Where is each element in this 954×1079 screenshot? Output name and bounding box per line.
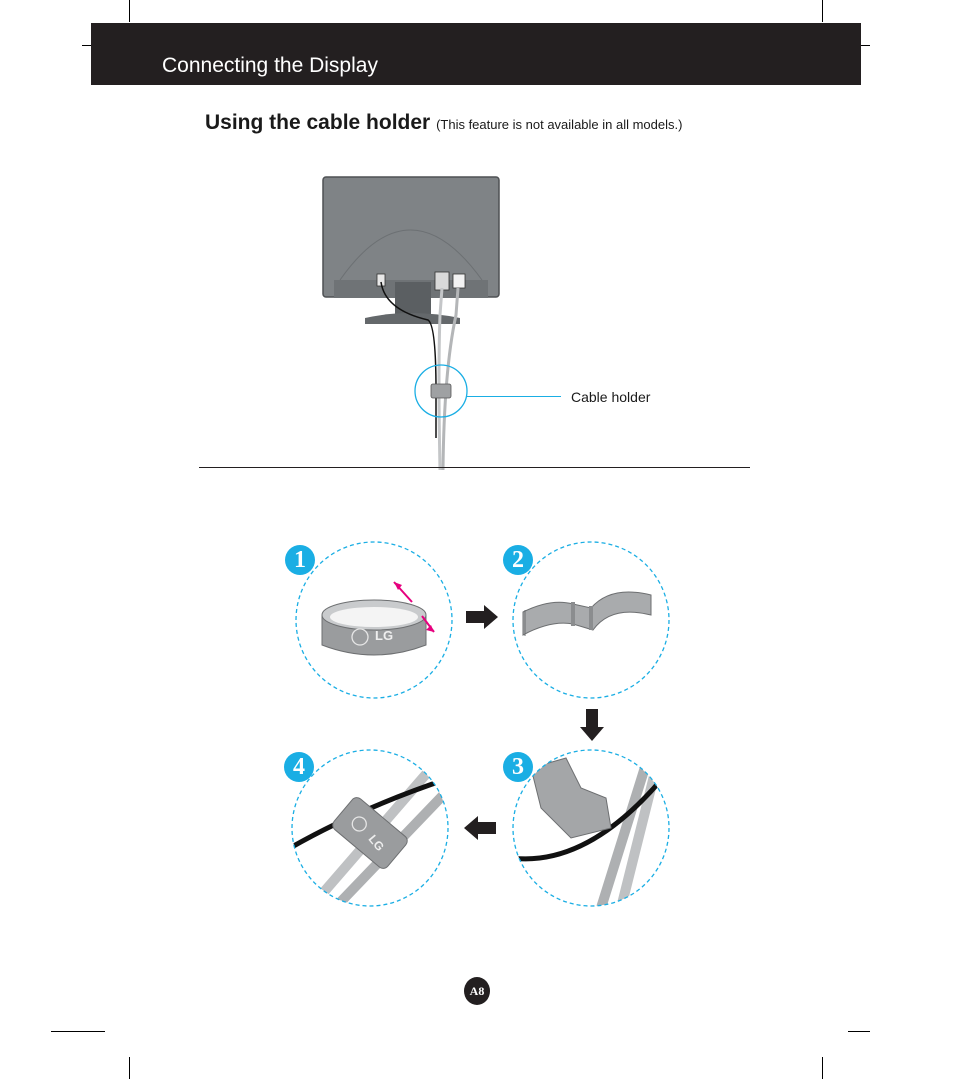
- section-note: (This feature is not available in all models.): [436, 117, 683, 132]
- step-3-illustration: [511, 748, 671, 908]
- crop-mark: [848, 1031, 870, 1032]
- step-4-logo: LG: [365, 832, 388, 854]
- step-1-logo: LG: [375, 628, 394, 643]
- page-header-title: Connecting the Display: [162, 54, 378, 77]
- arrow-down-icon: [580, 709, 604, 741]
- arrow-right-icon: [466, 605, 498, 629]
- cable-holder-label: Cable holder: [571, 389, 651, 405]
- step-1-illustration: [294, 540, 454, 700]
- crop-mark: [822, 0, 823, 22]
- crop-mark: [129, 0, 130, 22]
- crop-mark: [129, 1057, 130, 1079]
- monitor-back-illustration: [310, 170, 510, 470]
- step-4-illustration: [290, 748, 450, 908]
- step-number-4: 4: [284, 752, 314, 782]
- step-2-illustration: [511, 540, 671, 700]
- section-divider: [199, 467, 750, 468]
- callout-line: [467, 396, 561, 397]
- crop-mark: [51, 1031, 105, 1032]
- section-heading: [205, 111, 682, 135]
- crop-mark: [822, 1057, 823, 1079]
- page-number: A8: [464, 977, 490, 1005]
- step-number-3: 3: [503, 752, 533, 782]
- section-title: Using the cable holder: [205, 111, 431, 134]
- step-number-2: 2: [503, 545, 533, 575]
- arrow-left-icon: [464, 816, 496, 840]
- step-number-1: 1: [285, 545, 315, 575]
